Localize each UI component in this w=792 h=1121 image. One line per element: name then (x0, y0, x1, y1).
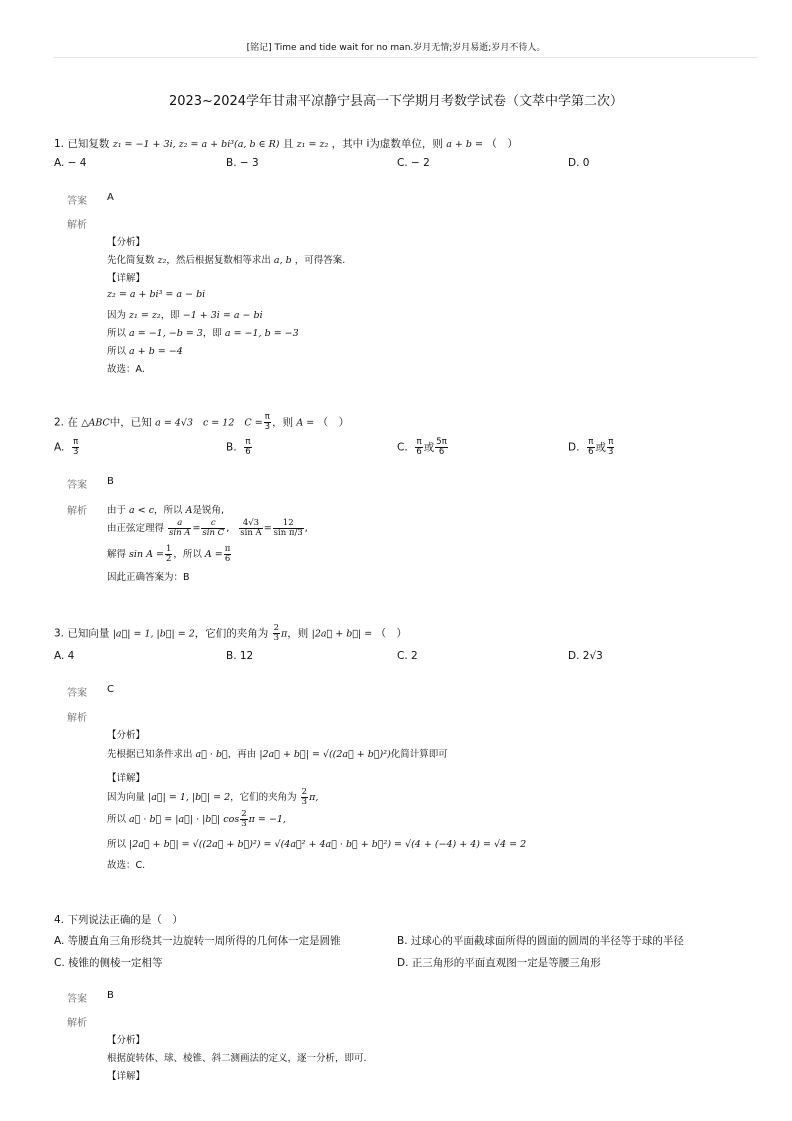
q4-option-b[interactable]: B. 过球心的平面截球面所得的圆面的圆周的半径等于球的半径 (397, 935, 684, 947)
q1-line-1: 先化简复数 z₂，然后根据复数相等求出 a, b ，可得答案. (107, 255, 346, 266)
q3-analysis-label: 解析 (67, 713, 87, 724)
q2-option-a[interactable]: A. $\frac{\pi}{3}$ (54, 437, 79, 457)
q1-fenxi-heading: 【分析】 (107, 237, 146, 248)
q4-answer-value: B (107, 990, 114, 1001)
question-1-stem (54, 136, 518, 151)
q2-option-d[interactable]: D. $\frac{\pi}{6}$ 或 $\frac{\pi}{3}$ (568, 437, 614, 457)
q1-stem-blank: （ ） (486, 138, 518, 150)
q1-stem-text: 1. 已知复数 (54, 138, 110, 150)
q1-line-3: 因为 z₁ = z₂，即 −1 + 3i = a − bi (107, 310, 263, 321)
q1-line-2: z₂ = a + bi³ = a − bi (107, 289, 206, 300)
q1-math-z: z₁ = −1 + 3i, z₂ = a + bi³(a, b ∈ R) (112, 139, 280, 150)
question-3-stem: 3. 已知向量 |a⃗| = 1, |b⃗| = 2，它们的夹角为 $\frac{2}{3}$ π，则 |2a⃗ + b⃗| = （ ） (54, 623, 408, 643)
q3-option-b[interactable]: B. 12 (226, 650, 254, 662)
q2-option-b[interactable]: B. $\frac{\pi}{6}$ (226, 437, 251, 457)
q1-line-5: 所以 a + b = −4 (107, 346, 183, 357)
q1-answer-label: 答案 (67, 196, 87, 207)
q3-answer-label: 答案 (67, 688, 87, 699)
q2-line-2: 由正弦定理得 $\frac{a}{\text{sin A}}$ = $\frac{c}{\text{sin C}}$ , $\frac{4√3}{\text{sin A}}$ = $\frac{12}{\text{sin π/3}}$ , (107, 518, 308, 538)
q4-option-d[interactable]: D. 正三角形的平面直观图一定是等腰三角形 (397, 957, 601, 969)
q1-stem-text: 且 (282, 138, 294, 150)
q2-answer-label: 答案 (67, 480, 87, 491)
q3-line-2: 因为向量 |a⃗| = 1, |b⃗| = 2，它们的夹角为 $\frac{2}{3}$ π, (107, 787, 319, 807)
q1-analysis-label: 解析 (67, 220, 87, 231)
q4-option-a[interactable]: A. 等腰直角三角形绕其一边旋转一周所得的几何体一定是圆锥 (54, 935, 341, 947)
q1-line-4: 所以 a = −1, −b = 3，即 a = −1, b = −3 (107, 328, 299, 339)
q4-answer-label: 答案 (67, 994, 87, 1005)
q3-option-c[interactable]: C. 2 (397, 650, 418, 662)
q1-option-b[interactable]: B. − 3 (226, 157, 259, 169)
q2-line-3: 解得 sin A = $\frac{1}{2}$ ，所以 A = $\frac{\pi}{6}$ (107, 544, 231, 564)
q3-option-d[interactable]: D. 2√3 (568, 650, 603, 662)
q1-option-a[interactable]: A. − 4 (54, 157, 87, 169)
q3-xiangjie-heading: 【详解】 (107, 773, 146, 784)
q3-line-1: 先根据已知条件求出 a⃗ · b⃗，再由 |2a⃗ + b⃗| = √((2a⃗ + b⃗)²)化简计算即可 (107, 749, 448, 760)
question-4-stem: 4. 下列说法正确的是（ ） (54, 914, 183, 926)
q1-math-eq: z₁ = z₂ (296, 139, 329, 150)
q4-xiangjie-heading: 【详解】 (107, 1071, 146, 1082)
q2-option-c[interactable]: C. $\frac{\pi}{6}$ 或 $\frac{5\pi}{6}$ (397, 437, 447, 457)
page-title: 2023~2024学年甘肃平凉静宁县高一下学期月考数学试卷（文萃中学第二次） (168, 94, 624, 109)
question-2-stem: 2. 在 △ABC中，已知 a = 4√3 c = 12 C = $\frac{\pi}{3}$ ，则 A = （ ） (54, 412, 350, 432)
q1-xiangjie-heading: 【详解】 (107, 273, 146, 284)
q1-stem-text: ，其中 i为虚数单位，则 (331, 138, 443, 150)
q3-line-4: 所以 |2a⃗ + b⃗| = √((2a⃗ + b⃗)²) = √(4a⃗² + 4a⃗ · b⃗ + b⃗²) = √(4 + (−4) + 4) = √4 = 2 (107, 839, 527, 850)
q1-answer-value: A (107, 192, 114, 203)
q4-option-c[interactable]: C. 棱锥的侧棱一定相等 (54, 957, 163, 969)
q3-line-3: 所以 a⃗ · b⃗ = |a⃗| · |b⃗| cos $\frac{2}{3}$ π = −1, (107, 809, 286, 829)
q4-fenxi-heading: 【分析】 (107, 1035, 146, 1046)
q3-line-5: 故选：C. (107, 860, 146, 871)
q1-option-d[interactable]: D. 0 (568, 157, 590, 169)
q1-math-sum: a + b = (446, 139, 483, 150)
q3-option-a[interactable]: A. 4 (54, 650, 75, 662)
header-note: [铭记] Time and tide wait for no man.岁月无情;岁月易逝;岁月不待人。 (246, 43, 546, 53)
q1-option-c[interactable]: C. − 2 (397, 157, 430, 169)
q2-answer-value: B (107, 476, 114, 487)
q4-analysis-label: 解析 (67, 1018, 87, 1029)
q3-answer-value: C (107, 684, 114, 695)
q3-fenxi-heading: 【分析】 (107, 730, 146, 741)
q2-analysis-label: 解析 (67, 506, 87, 517)
q2-line-4: 因此正确答案为：B (107, 572, 190, 583)
q2-line-1: 由于 a < c，所以 A是锐角, (107, 505, 224, 516)
header-divider (54, 57, 758, 58)
q4-line-1: 根据旋转体、球、棱锥、斜二测画法的定义，逐一分析，即可. (107, 1053, 367, 1064)
q1-line-6: 故选：A. (107, 364, 145, 375)
